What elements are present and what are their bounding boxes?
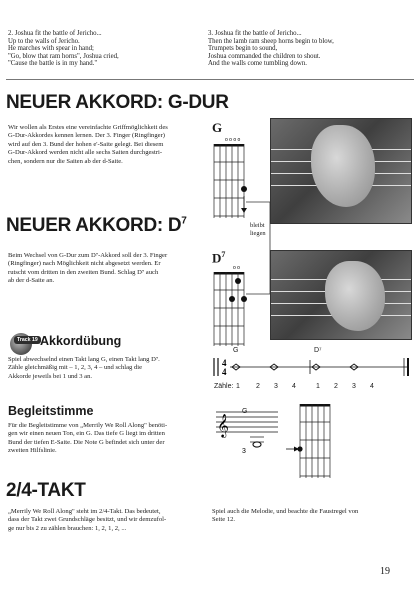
body-line: ab der d-Saite an. — [8, 277, 55, 285]
verse-line: 2. Joshua fit the battle of Jericho... — [8, 30, 102, 37]
body-line: ge nur bis 2 zu zählen brauchen: 1, 2, 1, 2, ... — [8, 524, 127, 532]
body-line: Akkorde jeweils bei 1 und 3 an. — [8, 372, 93, 380]
section-body-d7 — [8, 252, 203, 286]
body-line: Bund der tiefen E-Saite. Die Note G befindet sich unter der — [8, 438, 165, 446]
body-line: dass der Takt zwei Grundschläge besitzt, und wir demzufol- — [8, 516, 167, 524]
chord-name-g: G — [212, 120, 223, 135]
section-title-d7 — [6, 215, 187, 237]
verse-line: He marches with spear in hand; — [8, 45, 94, 53]
body-line: Für die Begleitstimme von „Merrily We Roll Along" benöti- — [8, 422, 168, 429]
finger-dot — [229, 296, 235, 302]
photo-g-chord — [270, 118, 412, 224]
count-3: 3 — [274, 383, 278, 390]
body-line: Seite 12. — [212, 516, 236, 524]
body-line: (Ringfinger) nach Möglichkeit nicht abgesetzt werden. Er — [8, 260, 161, 268]
note-g — [253, 442, 261, 447]
verse-3 — [208, 30, 334, 68]
body-line: zweiten Hilfslinie. — [8, 447, 57, 455]
verse-line: Joshua commanded the children to shout. — [208, 52, 321, 60]
count-4: 4 — [292, 383, 296, 390]
section-body-g-dur — [8, 124, 203, 166]
count-2: 2 — [334, 383, 338, 390]
section-body-2-4-takt-left — [8, 508, 208, 533]
finger-dot — [297, 446, 302, 451]
count-1: 1 — [236, 383, 240, 390]
time-sig-bottom: 4 — [222, 367, 227, 377]
rhythm-staff — [212, 356, 412, 380]
section-body-2-4-takt-right — [212, 508, 412, 525]
chord-label-d7: D⁷ — [314, 347, 322, 354]
section-body-akkorduebung — [8, 356, 203, 381]
fretboard-g-position — [284, 402, 334, 482]
treble-clef-icon: 𝄞 — [217, 413, 229, 437]
verse-line: 3. Joshua fit the battle of Jericho... — [208, 30, 302, 37]
finger-dot — [241, 186, 247, 192]
body-line: „Merrily We Roll Along" steht im 2/4-Takt. Das bedeutet, — [8, 508, 161, 515]
finger-number: 3 — [242, 448, 246, 455]
title-main: NEUER AKKORD: D — [6, 215, 182, 236]
open-string-marks: o o o o — [225, 137, 241, 143]
chord-label-g: G — [233, 347, 239, 354]
body-line: G-Dur-Akkordes kennen lernen. Der 3. Finger (Ringfinger) — [8, 132, 165, 140]
verse-line: Then the lamb ram sheep horns begin to blow, — [208, 37, 334, 45]
note-staff-g — [214, 408, 280, 458]
body-line: Beim Wechsel von G-Dur zum D⁷-Akkord soll der 3. Finger — [8, 252, 168, 259]
section-title-akkorduebung: Akkordübung — [40, 334, 122, 348]
body-line: Spiel abwechselnd einen Takt lang G, einen Takt lang D⁷. — [8, 356, 160, 363]
open-string-marks: o o — [233, 265, 240, 271]
photo-d7-chord — [270, 250, 412, 340]
verse-line: "Cause the battle is in my hand." — [8, 60, 98, 68]
body-line: Wir wollen als Erstes eine vereinfachte Griffmöglichkeit des — [8, 124, 168, 131]
section-title-begleitstimme: Begleitstimme — [8, 404, 94, 418]
chord-sup: 7 — [221, 250, 226, 259]
verse-line: "Go, blow that ram horns", Joshua cried, — [8, 52, 119, 60]
time-sig-top: 4 — [222, 358, 227, 368]
count-4: 4 — [370, 383, 374, 390]
body-line: gen wir einen neuen Ton, ein G. Das tiefe G liegt im dritten — [8, 430, 165, 438]
section-body-begleitstimme — [8, 422, 206, 456]
body-line: wird auf den 3. Bund der hohen e'-Saite gelegt. Bei diesem — [8, 140, 164, 148]
body-line: G-Dur-Akkord werden nicht alle sechs Saiten durchgestri- — [8, 149, 163, 157]
count-3: 3 — [352, 383, 356, 390]
track-badge: Track 19 — [14, 336, 41, 344]
note-liegen: liegen — [250, 230, 266, 237]
verse-2 — [8, 30, 119, 68]
count-1: 1 — [316, 383, 320, 390]
verse-line: And the walls come tumbling down. — [208, 60, 307, 68]
verse-line: Trumpets begin to sound, — [208, 45, 278, 53]
note-bleibt: bleibt — [250, 222, 265, 229]
finger-dot — [235, 278, 241, 284]
chord-diagram-d7 — [212, 264, 254, 350]
section-title-g-dur: NEUER AKKORD: G-DUR — [6, 92, 229, 113]
page-number: 19 — [380, 566, 390, 577]
verse-line: Up to the walls of Jericho. — [8, 37, 80, 45]
section-title-2-4-takt: 2/4-TAKT — [6, 480, 86, 501]
body-line: Spiel auch die Melodie, und beachte die Faustregel von — [212, 508, 359, 515]
body-line: rutscht vom dritten in den zweiten Bund. Schlag D⁷ auch — [8, 268, 159, 276]
title-sup: 7 — [181, 215, 187, 227]
finger-dot — [241, 296, 247, 302]
divider — [6, 79, 414, 80]
count-2: 2 — [256, 383, 260, 390]
body-line: chen, sondern nur die Saiten ab der d-Saite. — [8, 157, 123, 165]
chord-letter: D — [212, 250, 222, 266]
body-line: Zähle gleichmäßig mit – 1, 2, 3, 4 – und schlag die — [8, 364, 143, 372]
note-name-g: G — [242, 408, 248, 415]
count-label: Zähle: — [214, 383, 234, 390]
